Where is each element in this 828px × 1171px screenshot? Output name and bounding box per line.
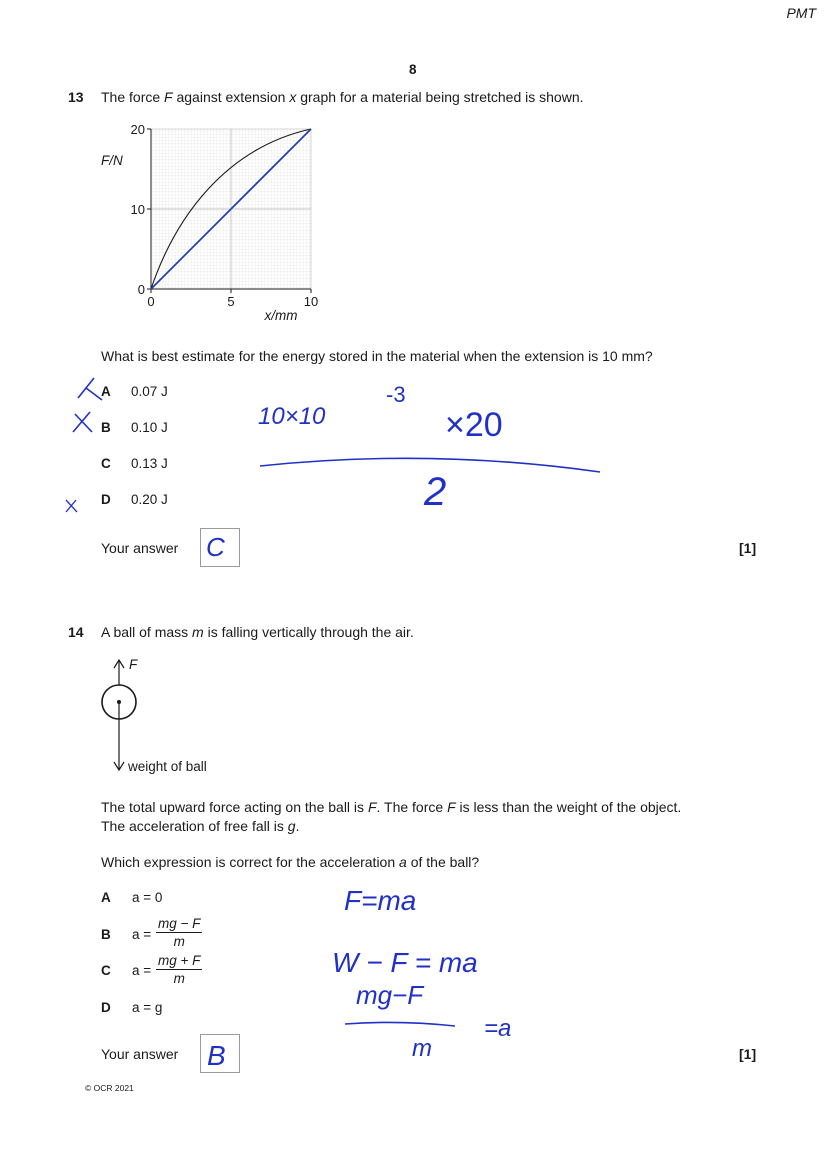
question-14-prompt: Which expression is correct for the acceleration a of the ball? [101,854,480,870]
q13-option-d-letter: D [101,492,111,507]
q13-option-a-letter: A [101,384,111,399]
q14-option-c-numerator: mg + F [158,953,201,968]
q14-option-c-lhs: a = [132,963,152,978]
q14-option-b-letter: B [101,927,111,942]
question-14-number: 14 [68,624,84,640]
weight-label: weight of ball [128,759,207,774]
x-tick-label-0: 0 [147,294,155,309]
ball-force-diagram [95,655,255,780]
q13-working-fraction-line [260,458,600,472]
q14-option-d-letter: D [101,1000,111,1015]
q14-marks: [1] [739,1046,757,1062]
q13-answer-label: Your answer [101,540,179,556]
q14-answer-value: B [207,1040,226,1071]
q14-working-line1: F=ma [344,885,417,916]
q14-answer-handwriting [201,1035,239,1072]
q13-option-c-text: 0.13 J [131,456,168,471]
q14-working-line3-numerator: mg−F [356,980,424,1010]
force-extension-graph [95,118,335,328]
question-14-info-1: The total upward force acting on the ball is F. The force F is less than the weight of the object. [101,799,682,815]
q13-working-exponent: -3 [386,382,406,407]
q14-working-line3-denominator: m [412,1035,432,1062]
q14-working-line3-rhs: =a [484,1015,512,1042]
question-14-info-2: The acceleration of free fall is g. [101,818,300,834]
q13-working-times: ×20 [445,406,503,444]
q14-option-c-fraction [156,952,202,987]
y-tick-label-10: 10 [130,202,145,217]
pmt-watermark: PMT [786,5,816,21]
q13-option-c-letter: C [101,456,111,471]
q14-option-c-letter: C [101,963,111,978]
force-label: F [129,657,138,672]
y-tick-marks [147,129,151,289]
copyright-footer: © OCR 2021 [85,1083,134,1093]
q14-option-c-denominator: m [173,971,185,986]
q13-option-a-text: 0.07 J [131,384,168,399]
question-13-stem: The force F against extension x graph for a material being stretched is shown. [101,89,584,105]
q13-answer-value: C [206,532,225,562]
q13-option-b-text: 0.10 J [131,420,168,435]
q13-working-line1: 10×10 [258,403,326,430]
q13-working-denominator: 2 [424,470,447,514]
x-tick-label-5: 5 [227,294,235,309]
y-tick-label-20: 20 [130,122,145,137]
q14-option-b-lhs: a = [132,927,152,942]
q13-marks: [1] [739,540,757,556]
q14-option-a-letter: A [101,890,111,905]
q13-answer-box[interactable] [200,528,240,567]
q13-answer-handwriting [201,529,239,566]
question-13-prompt: What is best estimate for the energy stored in the material when the extension is 10 mm? [101,348,653,364]
q14-answer-label: Your answer [101,1046,179,1062]
y-axis-label: F/N [101,153,123,168]
question-13-number: 13 [68,89,84,105]
q14-option-b-fraction [156,915,202,950]
q14-option-d-expression: a = g [132,1000,163,1015]
q14-working-line2: W − F = ma [332,947,478,978]
x-axis-label: x/mm [264,308,298,323]
q13-option-b-letter: B [101,420,111,435]
q14-option-b-denominator: m [173,934,185,949]
y-tick-label-0: 0 [137,282,145,297]
q13-option-d-text: 0.20 J [131,492,168,507]
q14-option-b-numerator: mg − F [158,916,201,931]
x-tick-label-10: 10 [303,294,319,309]
x-tick-marks [151,289,311,293]
q14-option-a-expression: a = 0 [132,890,163,905]
q14-answer-box[interactable] [200,1034,240,1073]
question-14-stem: A ball of mass m is falling vertically through the air. [101,624,414,640]
page-number: 8 [409,62,417,77]
q14-working-fraction-line [345,1022,455,1026]
